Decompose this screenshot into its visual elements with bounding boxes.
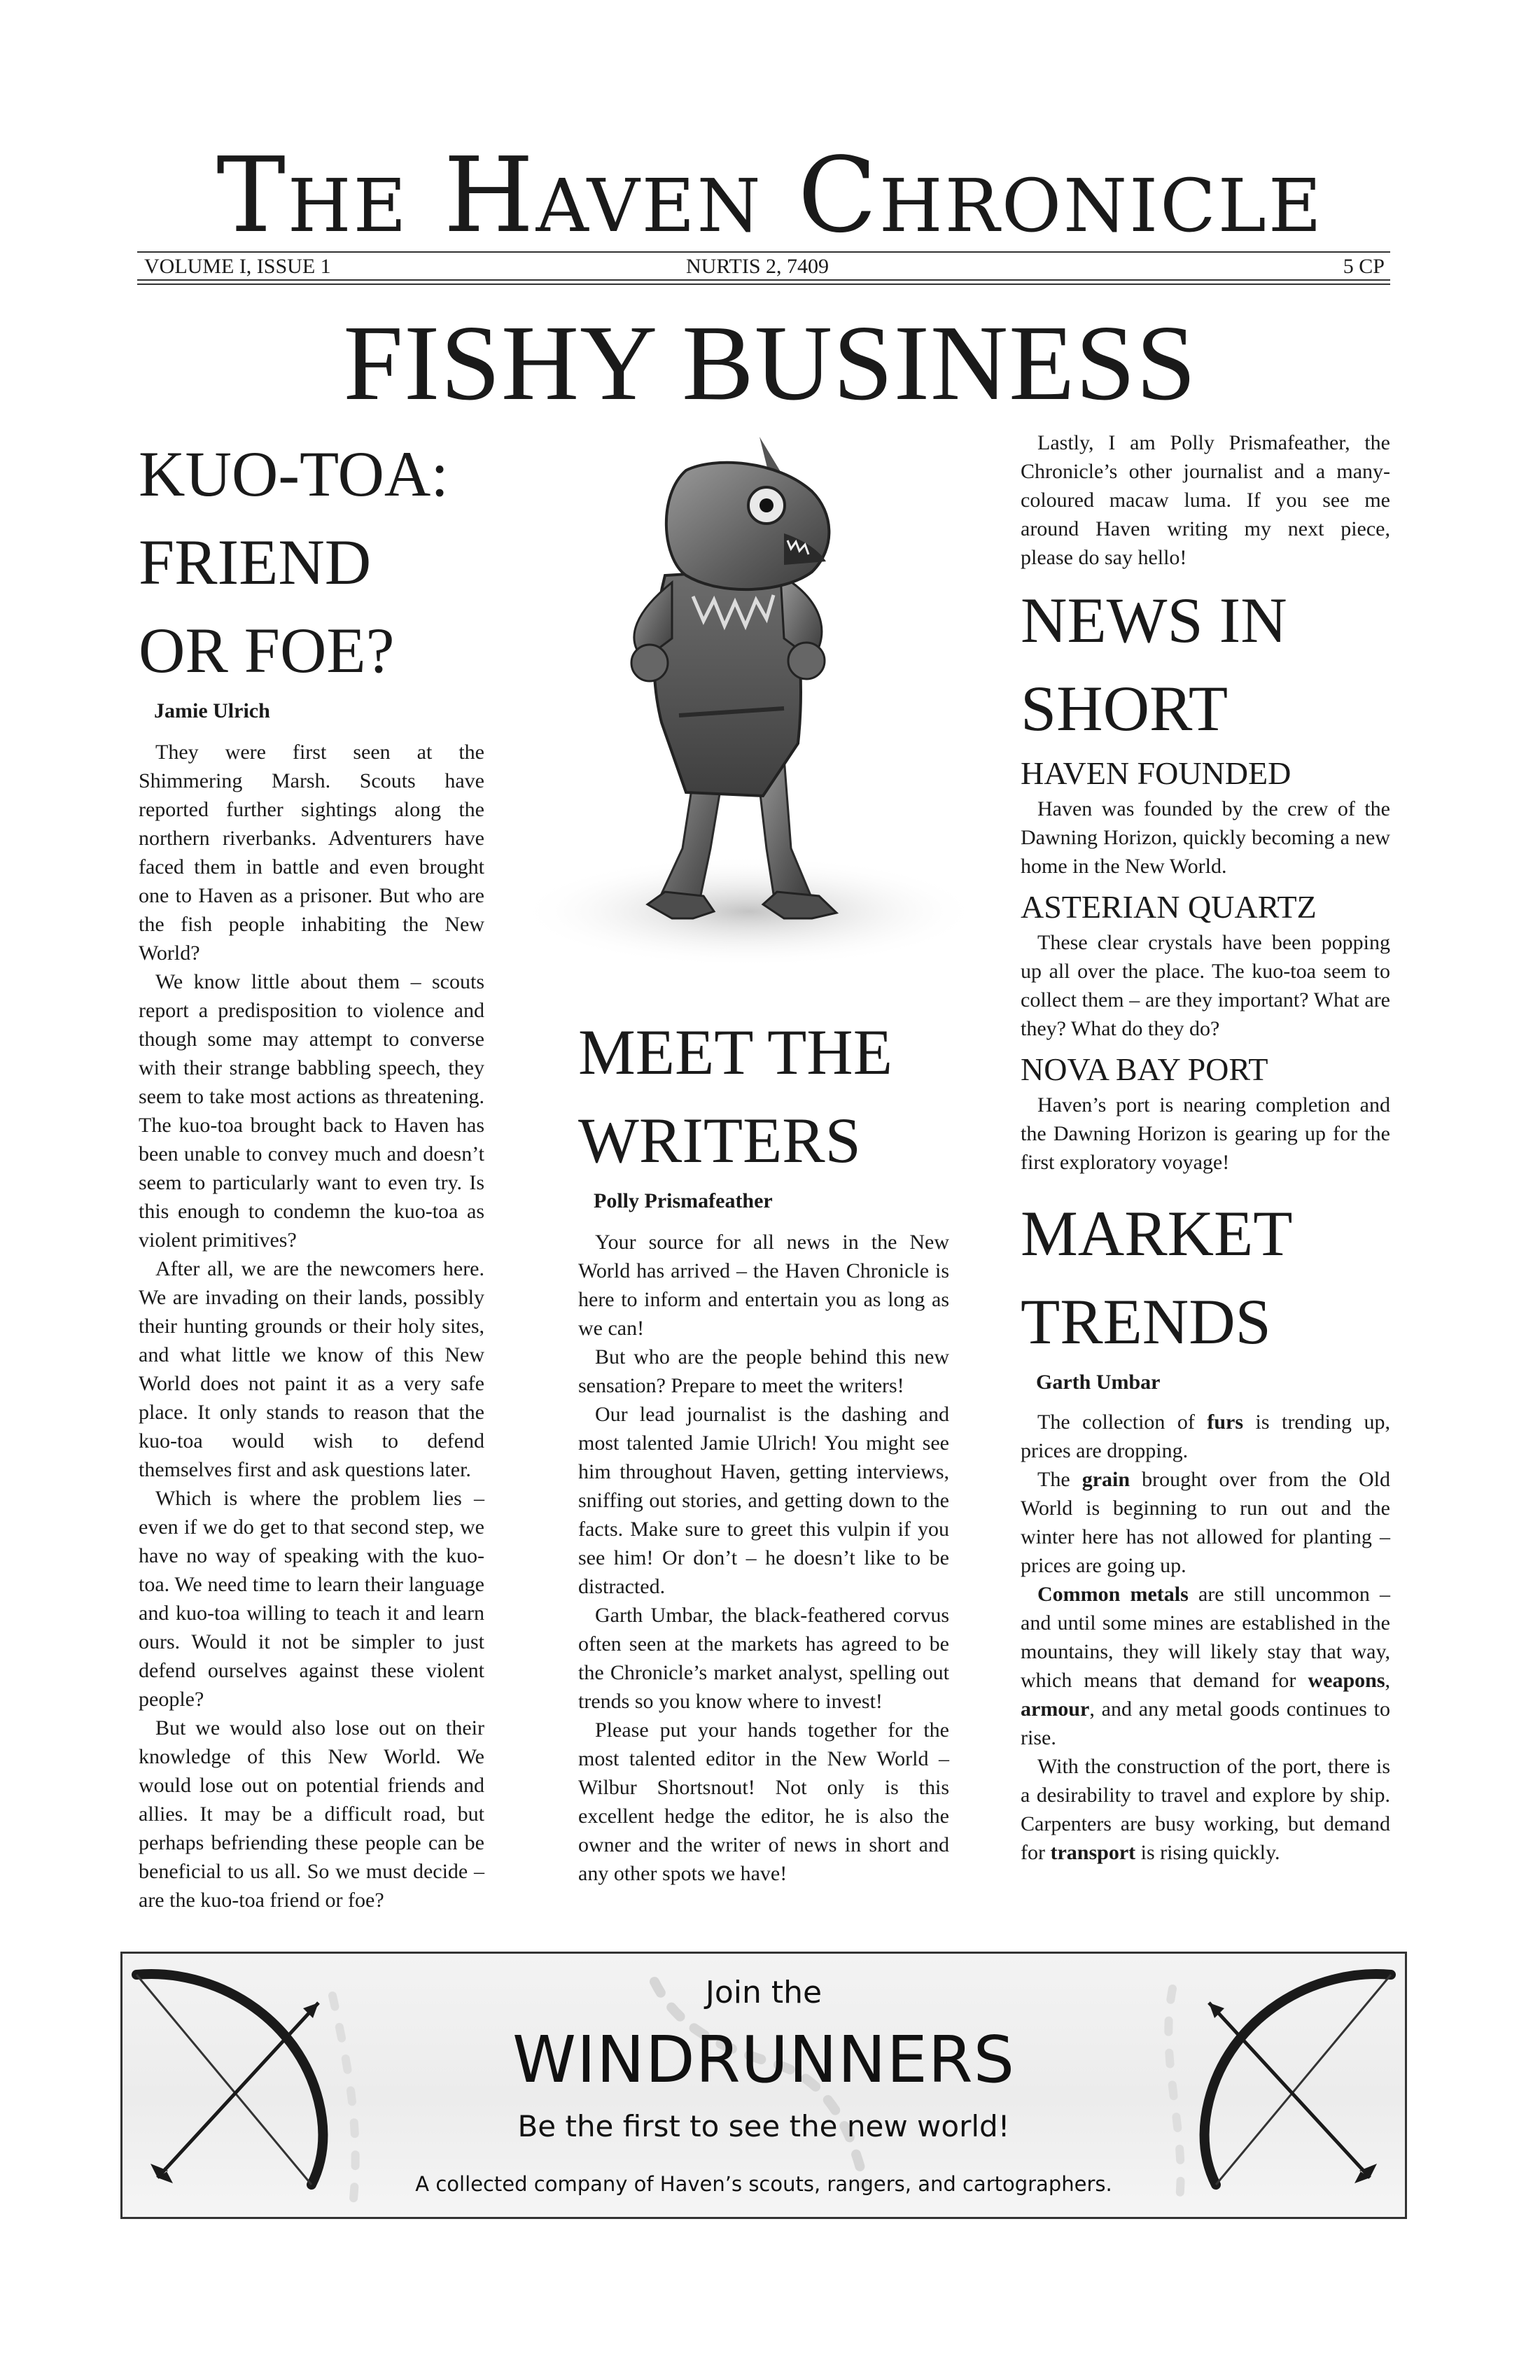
kuotoa-article xyxy=(139,430,484,1914)
market-keyword: furs xyxy=(1207,1410,1244,1434)
kuotoa-paragraph: After all, we are the newcomers here. We are invading on their lands, possibly their hunting grounds or their holy sites, and what little we know of this New World does not paint it as a very safe place. It only stands to reason that the kuo-toa would wish to defend themselves first and ask questions later. xyxy=(139,1257,484,1481)
issue-price: 5 CP xyxy=(1343,255,1385,278)
newspaper-title: The Haven Chronicle xyxy=(216,135,1324,255)
news-item-title: HAVEN FOUNDED xyxy=(1021,755,1292,791)
windrunners-advertisement xyxy=(120,1952,1407,2219)
writers-paragraph: But who are the people behind this new sensation? Prepare to meet the writers! xyxy=(578,1345,949,1397)
main-headline: FISHY BUSINESS xyxy=(343,304,1197,423)
ad-title: WINDRUNNERS xyxy=(512,2022,1016,2097)
kuotoa-paragraph: But we would also lose out on their knowledge of this New World. We would lose out on potential friends and allies. It may be a difficult road, but perhaps befriending these people can be beneficial to us all. So we must decide – are the kuo-toa friend or foe? xyxy=(139,1716,484,1912)
writers-paragraph: Your source for all news in the New World has arrived – the Haven Chronicle is here to inform and entertain you as long as we can! xyxy=(578,1231,949,1340)
writers-paragraph: Please put your hands together for the most talented editor in the New World – Wilbur Shortsnout! Not only is this excellent hedge the editor, he is also the owner and the writer of news in short and any other spots we have! xyxy=(578,1718,949,1885)
kuotoa-title-line3: OR FOE? xyxy=(139,615,395,686)
kuotoa-title-line2: FRIEND xyxy=(139,526,372,598)
market-paragraph: The grain brought over from the Old World is beginning to run out and the winter here has not allowed for planting – prices are going up. xyxy=(1021,1468,1390,1577)
writers-byline: Polly Prismafeather xyxy=(594,1189,773,1212)
market-paragraph: With the construction of the port, there is a desirability to travel and explore by ship. Carpenters are busy working, but demand for transport is rising quickly. xyxy=(1021,1755,1390,1864)
news-item-title: ASTERIAN QUARTZ xyxy=(1021,889,1317,925)
news-item-title: NOVA BAY PORT xyxy=(1021,1051,1268,1087)
masthead-top-rule xyxy=(137,251,1390,253)
kuotoa-paragraph: They were first seen at the Shimmering Marsh. Scouts have reported further sightings along the northern riverbanks. Adventurers have faced them in battle and even brought one to Haven as a prisoner. But who are the fish people inhabiting the New World? xyxy=(139,741,484,965)
news-item-text: Haven was founded by the crew of the Dawning Horizon, quickly becoming a new home in the New World. xyxy=(1021,797,1390,878)
ad-line-join: Join the xyxy=(705,1975,822,2010)
masthead-bottom-rule xyxy=(137,279,1390,281)
news-item-text: These clear crystals have been popping up all over the place. The kuo-toa seem to collect them – are they important? What are they? What do they do? xyxy=(1021,931,1390,1040)
market-title-line2: TRENDS xyxy=(1021,1286,1271,1357)
market-keyword: armour xyxy=(1021,1698,1090,1721)
writers-paragraph: Garth Umbar, the black-feathered corvus often seen at the markets has agreed to be the Chronicle’s market analyst, spelling out trends so you know where to invest! xyxy=(578,1604,949,1713)
issue-info-bar xyxy=(144,254,1385,279)
writers-paragraph-continued: Lastly, I am Polly Prismafeather, the Chronicle’s other journalist and a many-coloured macaw luma. If you see me around Haven writing my next piece, please do say hello! xyxy=(1021,431,1390,569)
market-keyword: grain xyxy=(1082,1468,1130,1491)
ad-tagline: Be the first to see the new world! xyxy=(517,2109,1010,2143)
writers-title-text: MEET THE xyxy=(578,1016,892,1088)
masthead-bottom-rule-2 xyxy=(137,284,1390,285)
writers-title-line2: WRITERS xyxy=(578,1105,861,1176)
market-title-line1: MARKET xyxy=(1021,1198,1293,1269)
news-item-text: Haven’s port is nearing completion and the Dawning Horizon is gearing up for the first exploratory voyage! xyxy=(1021,1093,1390,1174)
ad-description: A collected company of Haven’s scouts, rangers, and cartographers. xyxy=(415,2172,1112,2196)
kuotoa-paragraph: We know little about them – scouts report a predisposition to violence and though some may attempt to converse with their strange babbling speech, they seem to take most actions as threatening. The kuo-toa brought back to Haven has been unable to convey much and doesn’t seem to particularly want to even try. Is this enough to condemn the kuo-toa as violent primitives? xyxy=(139,970,484,1252)
market-keyword: weapons xyxy=(1308,1669,1385,1692)
market-paragraph: The collection of furs is trending up, prices are dropping. xyxy=(1021,1410,1390,1462)
kuotoa-title-line1: KUO-TOA: xyxy=(139,438,449,510)
writers-title-line1 xyxy=(578,1008,949,1096)
writers-paragraph: Our lead journalist is the dashing and most talented Jamie Ulrich! You might see him throughout Haven, getting interviews, sniffing out stories, and getting down to the facts. Make sure to greet this vulpin if you see him! Or don’t – he doesn’t like to be distracted. xyxy=(578,1403,949,1598)
market-keyword: transport xyxy=(1050,1841,1136,1864)
market-keyword: Common metals xyxy=(1037,1583,1189,1606)
kuotoa-byline: Jamie Ulrich xyxy=(154,699,270,722)
right-column xyxy=(1021,428,1390,1867)
market-byline: Garth Umbar xyxy=(1036,1371,1161,1394)
issue-volume: VOLUME I, ISSUE 1 xyxy=(144,255,331,278)
kuotoa-illustration xyxy=(483,428,1043,988)
writers-article xyxy=(578,1008,949,1888)
news-title-line2: SHORT xyxy=(1021,673,1228,744)
market-paragraph: Common metals are still uncommon – and until some mines are established in the mountains, they will likely stay that way, which means that demand for weapons, armour, and any metal goods continues to rise. xyxy=(1021,1583,1391,1749)
news-title-line1: NEWS IN xyxy=(1021,584,1287,656)
issue-date: NURTIS 2, 7409 xyxy=(686,255,830,278)
kuotoa-paragraph: Which is where the problem lies – even if we do get to that second step, we have no way of speaking with the kuo-toa. We need time to learn their language and kuo-toa willing to teach it and learn ours. Would it not be simpler to just defend ourselves against these violent people? xyxy=(139,1487,484,1711)
